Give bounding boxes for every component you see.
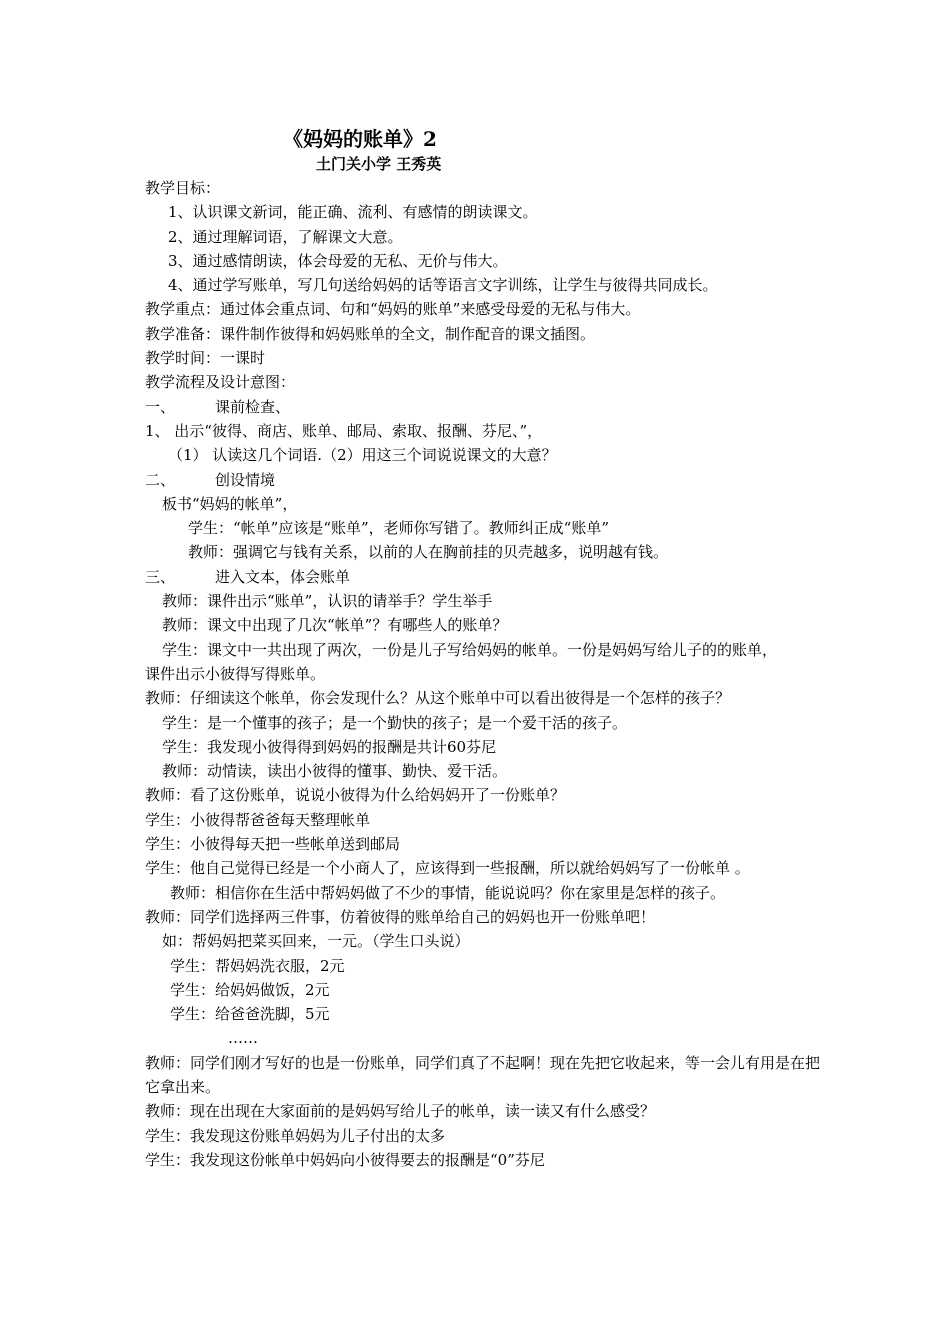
- line-text: 教学重点：通过体会重点词、句和“妈妈的账单”来感受母爱的无私与伟大。: [145, 300, 641, 319]
- text-line: [145, 565, 820, 589]
- text-line: [145, 929, 820, 953]
- text-line: [145, 735, 820, 759]
- text-line: [145, 954, 820, 978]
- text-line: [145, 832, 820, 856]
- line-text: 学生：给爸爸洗脚，5元: [170, 1005, 330, 1024]
- line-text: 学生：我发现这份账单妈妈为儿子付出的太多: [145, 1126, 446, 1145]
- line-text: 教师：同学们选择两三件事，仿着彼得的账单给自己的妈妈也开一份账单吧！: [145, 907, 656, 926]
- document-body: [145, 176, 820, 1172]
- text-line: [145, 1051, 820, 1100]
- text-line: [145, 225, 820, 249]
- text-line: [145, 419, 820, 443]
- line-text: 进入文本，体会账单: [215, 567, 351, 586]
- text-line: [145, 759, 820, 783]
- document-title: 《妈妈的账单》2: [283, 127, 437, 151]
- line-text: （1） 认读这几个词语.（2）用这三个词说说课文的大意？: [168, 446, 557, 465]
- text-line: [145, 808, 820, 832]
- text-line: [145, 783, 820, 807]
- line-text: 学生：我发现小彼得得到妈妈的报酬是共计60芬尼: [162, 737, 497, 756]
- text-line: [145, 856, 820, 880]
- line-text: 课前检查、: [215, 397, 291, 416]
- line-text: 学生：课文中一共出现了两次，一份是儿子写给妈妈的帐单。一份是妈妈写给儿子的的账单，: [162, 640, 778, 659]
- line-text: 教师：相信你在生活中帮妈妈做了不少的事情，能说说吗？你在家里是怎样的孩子。: [170, 883, 726, 902]
- line-text: 如：帮妈妈把菜买回来，一元。（学生口头说）: [162, 932, 470, 951]
- line-text: 课件出示小彼得写得账单。: [145, 664, 326, 683]
- text-line: [145, 249, 820, 273]
- text-line: [145, 1026, 820, 1050]
- text-line: [145, 200, 820, 224]
- line-text: 教师：动情读，读出小彼得的懂事、勤快、爱干活。: [162, 762, 508, 781]
- text-line: [145, 370, 820, 394]
- line-text: 教师：课件出示“账单”，认识的请举手？学生举手: [162, 592, 493, 611]
- text-line: [145, 540, 820, 564]
- text-line: [145, 638, 820, 662]
- text-line: [145, 1148, 820, 1172]
- text-line: [145, 516, 820, 540]
- line-text: 1、 出示“彼得、商店、账单、邮局、索取、报酬、芬尼、”，: [145, 421, 543, 440]
- line-text: 教学时间：一课时: [145, 349, 266, 368]
- line-text: 1、认识课文新词，能正确、流利、有感情的朗读课文。: [168, 203, 538, 222]
- text-line: [145, 978, 820, 1002]
- line-text: 学生：“帐单”应该是“账单”，老师你写错了。教师纠正成“账单”: [188, 519, 610, 538]
- line-text: 学生：小彼得帮爸爸每天整理帐单: [145, 810, 371, 829]
- line-text: 学生：是一个懂事的孩子；是一个勤快的孩子；是一个爱干活的孩子。: [162, 713, 628, 732]
- section-number: 二、: [145, 470, 176, 489]
- section-number: 一、: [145, 397, 176, 416]
- line-text: 教师：课文中出现了几次“帐单”？有哪些人的账单？: [162, 616, 508, 635]
- section-number: 三、: [145, 567, 176, 586]
- text-line: [145, 468, 820, 492]
- text-line: [145, 297, 820, 321]
- line-text: 学生：帮妈妈洗衣服，2元: [170, 956, 345, 975]
- line-text: 3、通过感情朗读，体会母爱的无私、无价与伟大。: [168, 251, 508, 270]
- line-text: 教师：看了这份账单，说说小彼得为什么给妈妈开了一份账单？: [145, 786, 566, 805]
- line-text: 教师：同学们刚才写好的也是一份账单，同学们真了不起啊！现在先把它收起来，等一会儿有用是在把它拿出来。: [145, 1053, 821, 1096]
- text-line: [145, 1002, 820, 1026]
- text-line: [145, 322, 820, 346]
- text-line: [145, 589, 820, 613]
- text-line: [145, 443, 820, 467]
- text-line: [145, 1124, 820, 1148]
- text-line: [145, 662, 820, 686]
- text-line: [145, 346, 820, 370]
- text-line: [145, 395, 820, 419]
- line-text: 教学流程及设计意图：: [145, 373, 296, 392]
- line-text: 学生：小彼得每天把一些帐单送到邮局: [145, 835, 401, 854]
- text-line: [145, 711, 820, 735]
- line-text: 板书“妈妈的帐单”，: [162, 494, 298, 513]
- line-text: 学生：给妈妈做饭，2元: [170, 980, 330, 999]
- line-text: 创设情境: [215, 470, 276, 489]
- text-line: [145, 905, 820, 929]
- line-text: 学生：我发现这份帐单中妈妈向小彼得要去的报酬是“0”芬尼: [145, 1150, 545, 1169]
- line-text: 教师：现在出现在大家面前的是妈妈写给儿子的帐单，读一读又有什么感受？: [145, 1102, 656, 1121]
- line-text: 教师：仔细读这个帐单，你会发现什么？从这个账单中可以看出彼得是一个怎样的孩子？: [145, 689, 731, 708]
- text-line: [145, 273, 820, 297]
- line-text: 教师：强调它与钱有关系，以前的人在胸前挂的贝壳越多，说明越有钱。: [188, 543, 669, 562]
- text-line: [145, 1099, 820, 1123]
- line-text: ……: [228, 1029, 258, 1048]
- line-text: 教学目标：: [145, 179, 221, 197]
- text-line: [145, 686, 820, 710]
- author-byline: 土门关小学 王秀英: [316, 155, 442, 173]
- text-line: [145, 613, 820, 637]
- line-text: 4、通过学写账单，写几句送给妈妈的话等语言文字训练，让学生与彼得共同成长。: [168, 276, 718, 295]
- line-text: 教学准备：课件制作彼得和妈妈账单的全文，制作配音的课文插图。: [145, 324, 596, 343]
- text-line: [145, 881, 820, 905]
- line-text: 学生：他自己觉得已经是一个小商人了，应该得到一些报酬，所以就给妈妈写了一份帐单 。: [145, 859, 750, 878]
- line-text: 2、通过理解词语，了解课文大意。: [168, 227, 403, 246]
- text-line: [145, 176, 820, 200]
- text-line: [145, 492, 820, 516]
